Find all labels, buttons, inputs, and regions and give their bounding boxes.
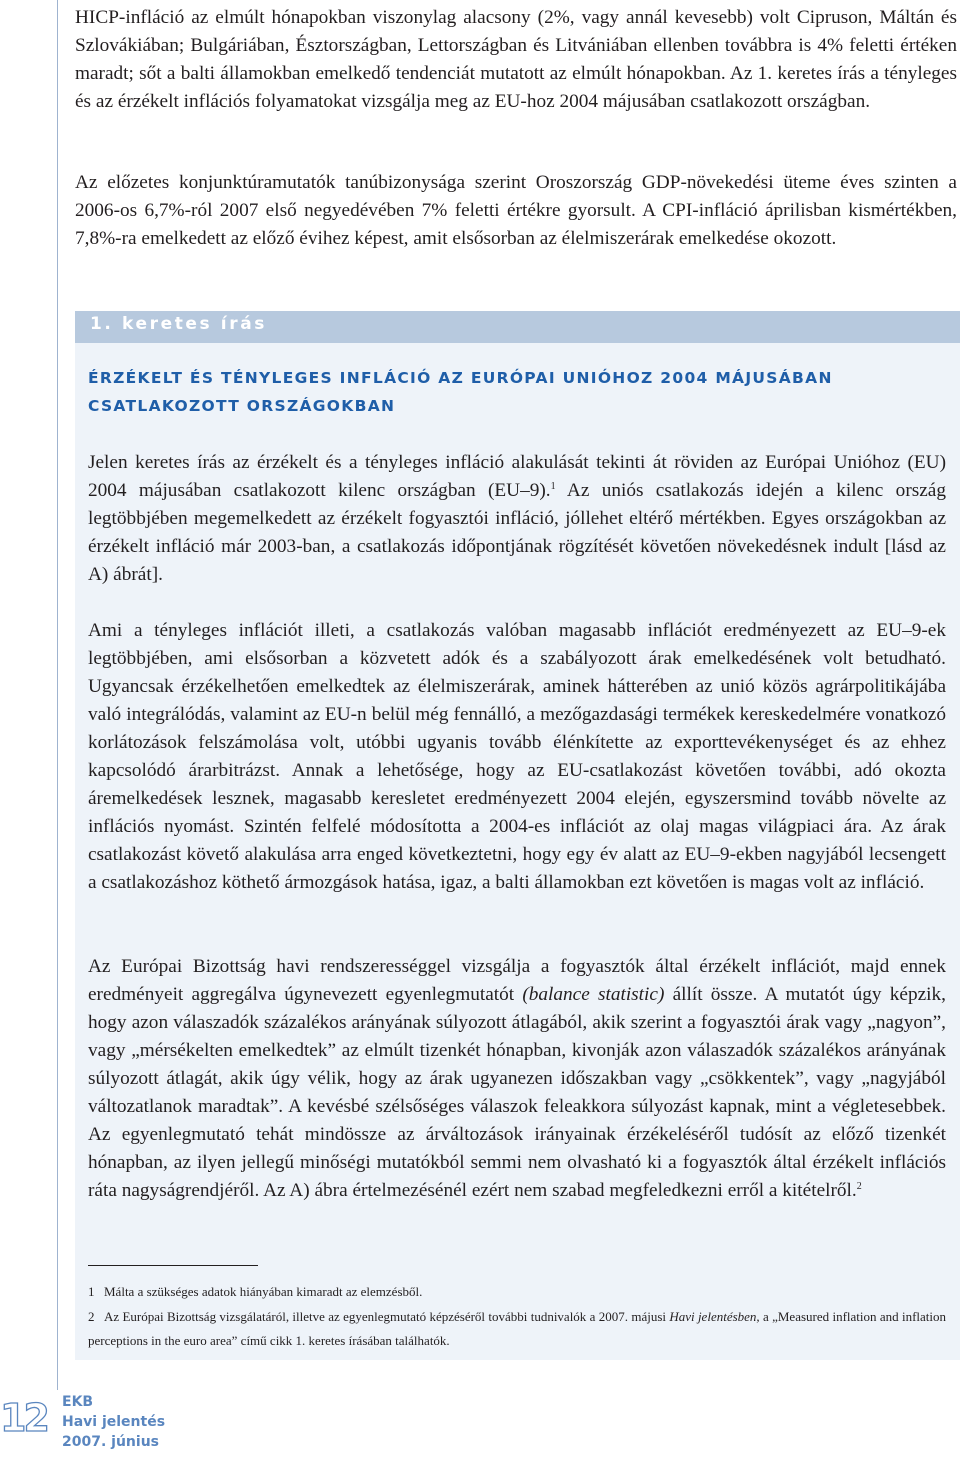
footnote-1-number: 1 [88, 1284, 95, 1299]
intro-paragraph-2: Az előzetes konjunktúramutatók tanúbizonysága szerint Oroszország GDP-növekedési üteme éves szinten a 2006-os 6,7%-ról 2007 első negyedévében 7% feletti értékre gyorsult. A CPI-infláció áprilisban kismértékben, 7,8%-ra emelkedett az előző évihez képest, amit elsősorban az élelmiszerárak emelkedése okozott. [75, 172, 957, 249]
footer-line-2: Havi jelentés [62, 1414, 166, 1430]
box-paragraph-1-text-b: Az uniós csatlakozás idején a kilenc ország legtöbbjében megemelkedett az érzékelt fogyasztói infláció, jóllehet eltérő mértékben. Egyes országokban az érzékelt infláció már 2003-ban, a csatlakozás időpontjának rögzítését követően növekedésnek indult [lásd az A) ábrát]. [88, 480, 946, 585]
footnote-1-text: Málta a szükséges adatok hiányában kimaradt az elemzésből. [104, 1284, 423, 1299]
footer-publication [62, 1392, 165, 1452]
box-title: ÉRZÉKELT ÉS TÉNYLEGES INFLÁCIÓ AZ EURÓPAI UNIÓHOZ 2004 MÁJUSÁBAN CSATLAKOZOTT ORSZÁGOKBAN [88, 369, 833, 415]
page-number: 12 [0, 1396, 47, 1440]
box-paragraph-3-text-a: Az Európai Bizottság havi rendszerességgel vizsgálja a fogyasztók által érzékelt inflációt, majd ennek eredményeit aggregálva úgynevezett egyenlegmutatót [88, 956, 946, 1005]
box-label: 1. keretes írás [90, 314, 267, 334]
footnote-2-text-b: a „Measured inflation and inflation perceptions in the euro area” című cikk 1. keretes írásában találhatók. [88, 1309, 946, 1348]
intro-paragraph-1: HICP-infláció az elmúlt hónapokban viszonylag alacsony (2%, vagy annál kevesebb) volt Cipruson, Máltán és Szlovákiában; Bulgáriában, Észtországban, Lettországban és Litvániában ellenben továbbra is 4% feletti értéken maradt; sőt a balti államokban emelkedő tendenciát mutatott az elmúlt hónapokban. Az 1. keretes írás a tényleges és az érzékelt inflációs folyamatokat vizsgálja meg az EU-hoz 2004 májusában csatlakozott országban. [75, 7, 957, 112]
footnote-2-number: 2 [88, 1309, 95, 1324]
box-paragraph-3 [88, 953, 946, 1205]
box-header-bar [75, 311, 960, 343]
box-paragraph-3-italic: (balance statistic) [522, 984, 665, 1005]
box-paragraph-2: Ami a tényleges inflációt illeti, a csatlakozás valóban magasabb inflációt eredményezett az EU–9-ek legtöbbjében, ami elsősorban a közvetett adók és a szabályozott árak emelkedésének volt betudható. Ugyancsak érzékelhetően emelkedtek az élelmiszerárak, aminek hátterében az unió közös agrárpolitikájába való integrálódás, valamint az EU-n belül még fennálló, a mezőgazdasági termékek kereskedelmére vonatkozó korlátozások felszámolása volt, utóbbi ugyanis tovább élénkítette az exporttevékenységet és az ehhez kapcsolódó árarbitrázst. Annak a lehetősége, hogy az EU-csatlakozást követően további, adó okozta áremelkedések lesznek, magasabb keresletet eredményezett 2004 elején, egyszersmind tovább növelte az inflációs nyomást. Szintén felfelé módosította a 2004-es inflációt az olaj magas világpiaci ára. Az árak csatlakozást követő alakulása arra enged következtetni, hogy egy év alatt az EU–9-ekben nagyjából lecsengett a csatlakozáshoz köthető ármozgások hatása, igaz, a balti államokban ezt követően is magas volt az infláció. [88, 620, 946, 893]
footnote-ref-1: 1 [550, 481, 556, 492]
box-paragraph-1 [88, 449, 946, 589]
footnote-rule [88, 1265, 258, 1266]
footnote-ref-2: 2 [856, 1181, 862, 1192]
box-paragraph-1-text-a: Jelen keretes írás az érzékelt és a tényleges infláció alakulását tekinti át röviden az Európai Unióhoz (EU) 2004 májusában csatlakozott kilenc országban (EU–9). [88, 452, 946, 501]
footer-line-1: EKB [62, 1394, 94, 1410]
footer-line-3: 2007. június [62, 1434, 159, 1450]
margin-rule [57, 0, 58, 1390]
footnote-2 [88, 1305, 946, 1353]
footnote-2-text-a: Az Európai Bizottság vizsgálatáról, illetve az egyenlegmutató képzéséről további tudnivalók a 2007. májusi [104, 1309, 670, 1324]
footnote-1 [88, 1280, 946, 1304]
footnote-2-italic: Havi jelentésben, [669, 1309, 760, 1324]
box-paragraph-3-text-b: állít össze. A mutatót úgy képzik, hogy azon válaszadók százalékos arányának súlyozott átlagából, akik szerint a fogyasztói árak vagy „nagyon”, vagy „mérsékelten emelkedtek” az elmúlt tizenkét hónapban, kivonják azon válaszadók százalékos arányának súlyozott átlagát, akik úgy vélik, hogy az árak ugyanezen időszakban vagy „csökkentek”, vagy „nagyjából változatlanok maradtak”. A kevésbé szélsőséges válaszok feleakkora súlyozást kapnak, mint a végletesebbek. Az egyenlegmutató tehát mindössze az árváltozások irányainak érzékeléséről tudósít az előző tizenkét hónapban, az ilyen jellegű minőségi mutatókból semmi nem olvasható ki a fogyasztók által érzékelt inflációs ráta nagyságrendjéről. Az A) ábra értelmezésénél ezért nem szabad megfeledkezni erről a kitételről. [88, 984, 946, 1201]
